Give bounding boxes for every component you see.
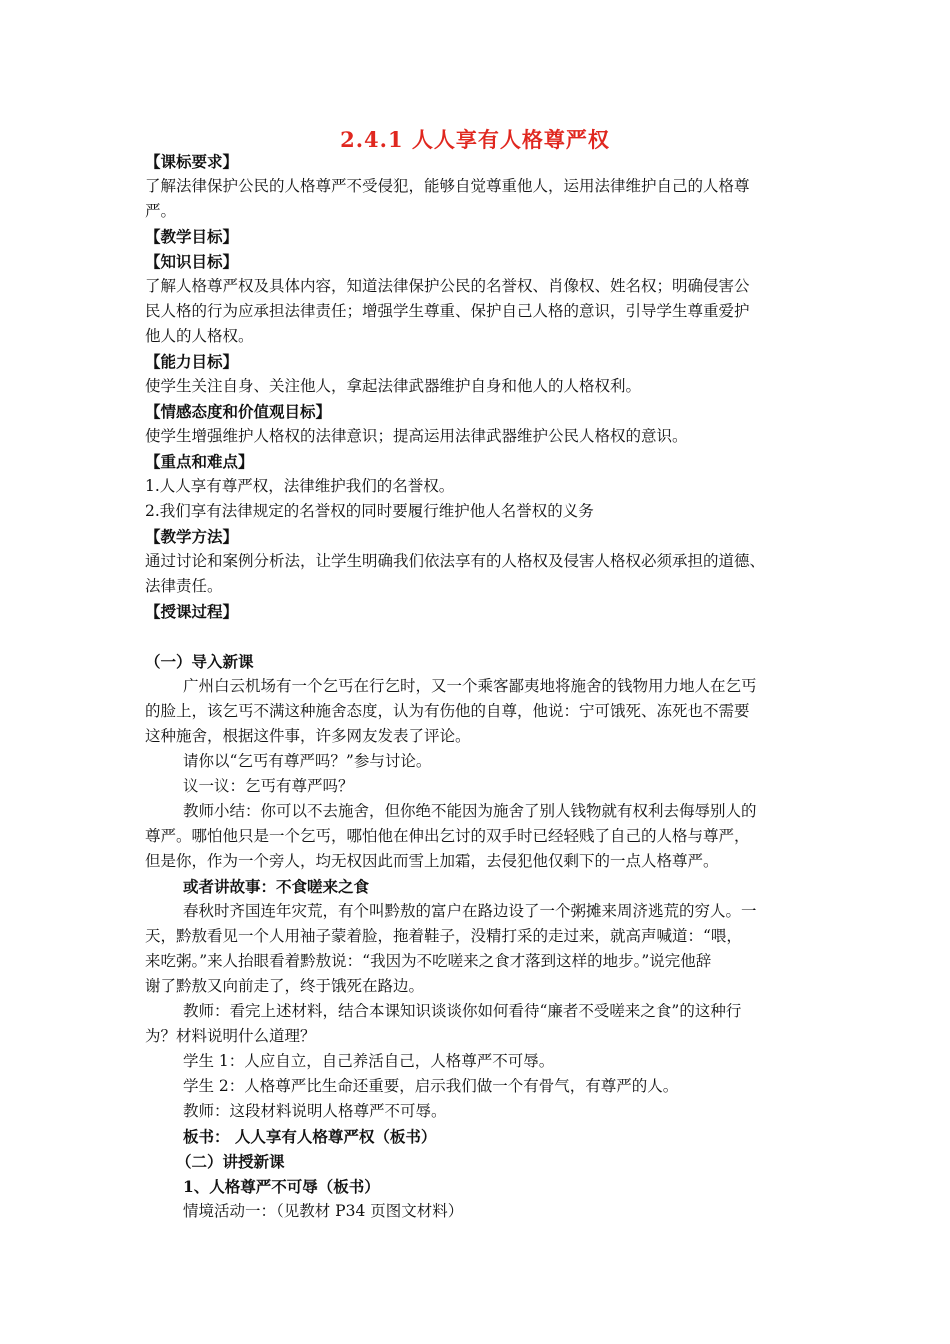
paragraph-line: 谢了黔敖又向前走了，终于饿死在路边。 xyxy=(145,977,425,995)
paragraph-line: 他人的人格权。 xyxy=(145,327,254,345)
paragraph-line: 但是你，作为一个旁人，均无权因此而雪上加霜，去侵犯他仅剩下的一点人格尊严。 xyxy=(145,852,719,870)
paragraph-line: 使学生增强维护人格权的法律意识；提高运用法律武器维护公民人格权的意识。 xyxy=(145,427,688,445)
paragraph-line: 情境活动一：（见教材 P34 页图文材料） xyxy=(183,1202,464,1220)
paragraph-line: 严。 xyxy=(145,202,177,220)
paragraph-line: 的脸上，该乞丐不满这种施舍态度，认为有伤他的自尊，他说：宁可饿死、冻死也不需要 xyxy=(145,702,750,720)
paragraph-line: 春秋时齐国连年灾荒，有个叫黔敖的富户在路边设了一个粥摊来周济逃荒的穷人。一 xyxy=(183,902,757,920)
paragraph-line: 议一议：乞丐有尊严吗？ xyxy=(183,777,354,795)
paragraph-line: 为？材料说明什么道理？ xyxy=(145,1027,316,1045)
paragraph-line: 尊严。哪怕他只是一个乞丐，哪怕他在伸出乞讨的双手时已经轻贱了自己的人格与尊严， xyxy=(145,827,750,845)
paragraph-line: 教师：这段材料说明人格尊严不可辱。 xyxy=(183,1102,447,1120)
paragraph-line: 学生 2：人格尊严比生命还重要，启示我们做一个有骨气，有尊严的人。 xyxy=(183,1077,679,1095)
section-heading: 【教学方法】 xyxy=(145,527,239,546)
paragraph-line: 1.人人享有尊严权，法律维护我们的名誉权。 xyxy=(145,477,455,495)
paragraph-line: 教师：看完上述材料，结合本课知识谈谈你如何看待“廉者不受嗟来之食”的这种行 xyxy=(183,1002,742,1020)
subsection-heading: （一）导入新课 xyxy=(145,652,254,671)
subsection-heading: 1、人格尊严不可辱（板书） xyxy=(183,1177,380,1196)
paragraph-line: 教师小结：你可以不去施舍，但你绝不能因为施舍了别人钱物就有权利去侮辱别人的 xyxy=(183,802,757,820)
paragraph-line: 通过讨论和案例分析法，让学生明确我们依法享有的人格权及侵害人格权必须承担的道德、 xyxy=(145,552,766,570)
page-title: 2.4.1 人人享有人格尊严权 xyxy=(340,127,610,152)
paragraph-line: 民人格的行为应承担法律责任；增强学生尊重、保护自己人格的意识，引导学生尊重爱护 xyxy=(145,302,750,320)
paragraph-line: 了解人格尊严权及具体内容，知道法律保护公民的名誉权、肖像权、姓名权；明确侵害公 xyxy=(145,277,750,295)
section-heading: 【重点和难点】 xyxy=(145,452,254,471)
paragraph-line: 天，黔敖看见一个人用袖子蒙着脸，拖着鞋子，没精打采的走过来，就高声喊道：“喂， xyxy=(145,927,742,945)
section-heading: 【情感态度和价值观目标】 xyxy=(145,402,332,421)
subsection-heading: （二）讲授新课 xyxy=(176,1152,285,1171)
paragraph-line: 请你以“乞丐有尊严吗？”参与讨论。 xyxy=(183,752,432,770)
paragraph-line: 来吃粥。”来人抬眼看着黔敖说：“我因为不吃嗟来之食才落到这样的地步。”说完他辞 xyxy=(145,952,712,970)
section-heading: 【授课过程】 xyxy=(145,602,239,621)
paragraph-line: 2.我们享有法律规定的名誉权的同时要履行维护他人名誉权的义务 xyxy=(145,502,594,520)
section-heading: 【教学目标】 xyxy=(145,227,239,246)
section-heading: 【能力目标】 xyxy=(145,352,239,371)
paragraph-line: 学生 1：人应自立，自己养活自己，人格尊严不可辱。 xyxy=(183,1052,555,1070)
paragraph-line: 使学生关注自身、关注他人，拿起法律武器维护自身和他人的人格权利。 xyxy=(145,377,642,395)
paragraph-line: 这种施舍，根据这件事，许多网友发表了评论。 xyxy=(145,727,471,745)
paragraph-line: 法律责任。 xyxy=(145,577,223,595)
board-note: 板书： 人人享有人格尊严权（板书） xyxy=(183,1127,437,1146)
story-heading: 或者讲故事：不食嗟来之食 xyxy=(183,877,370,896)
paragraph-line: 了解法律保护公民的人格尊严不受侵犯，能够自觉尊重他人，运用法律维护自己的人格尊 xyxy=(145,177,750,195)
paragraph-line: 广州白云机场有一个乞丐在行乞时，又一个乘客鄙夷地将施舍的钱物用力地人在乞丐 xyxy=(183,677,757,695)
section-heading: 【知识目标】 xyxy=(145,252,239,271)
section-heading: 【课标要求】 xyxy=(145,152,239,171)
